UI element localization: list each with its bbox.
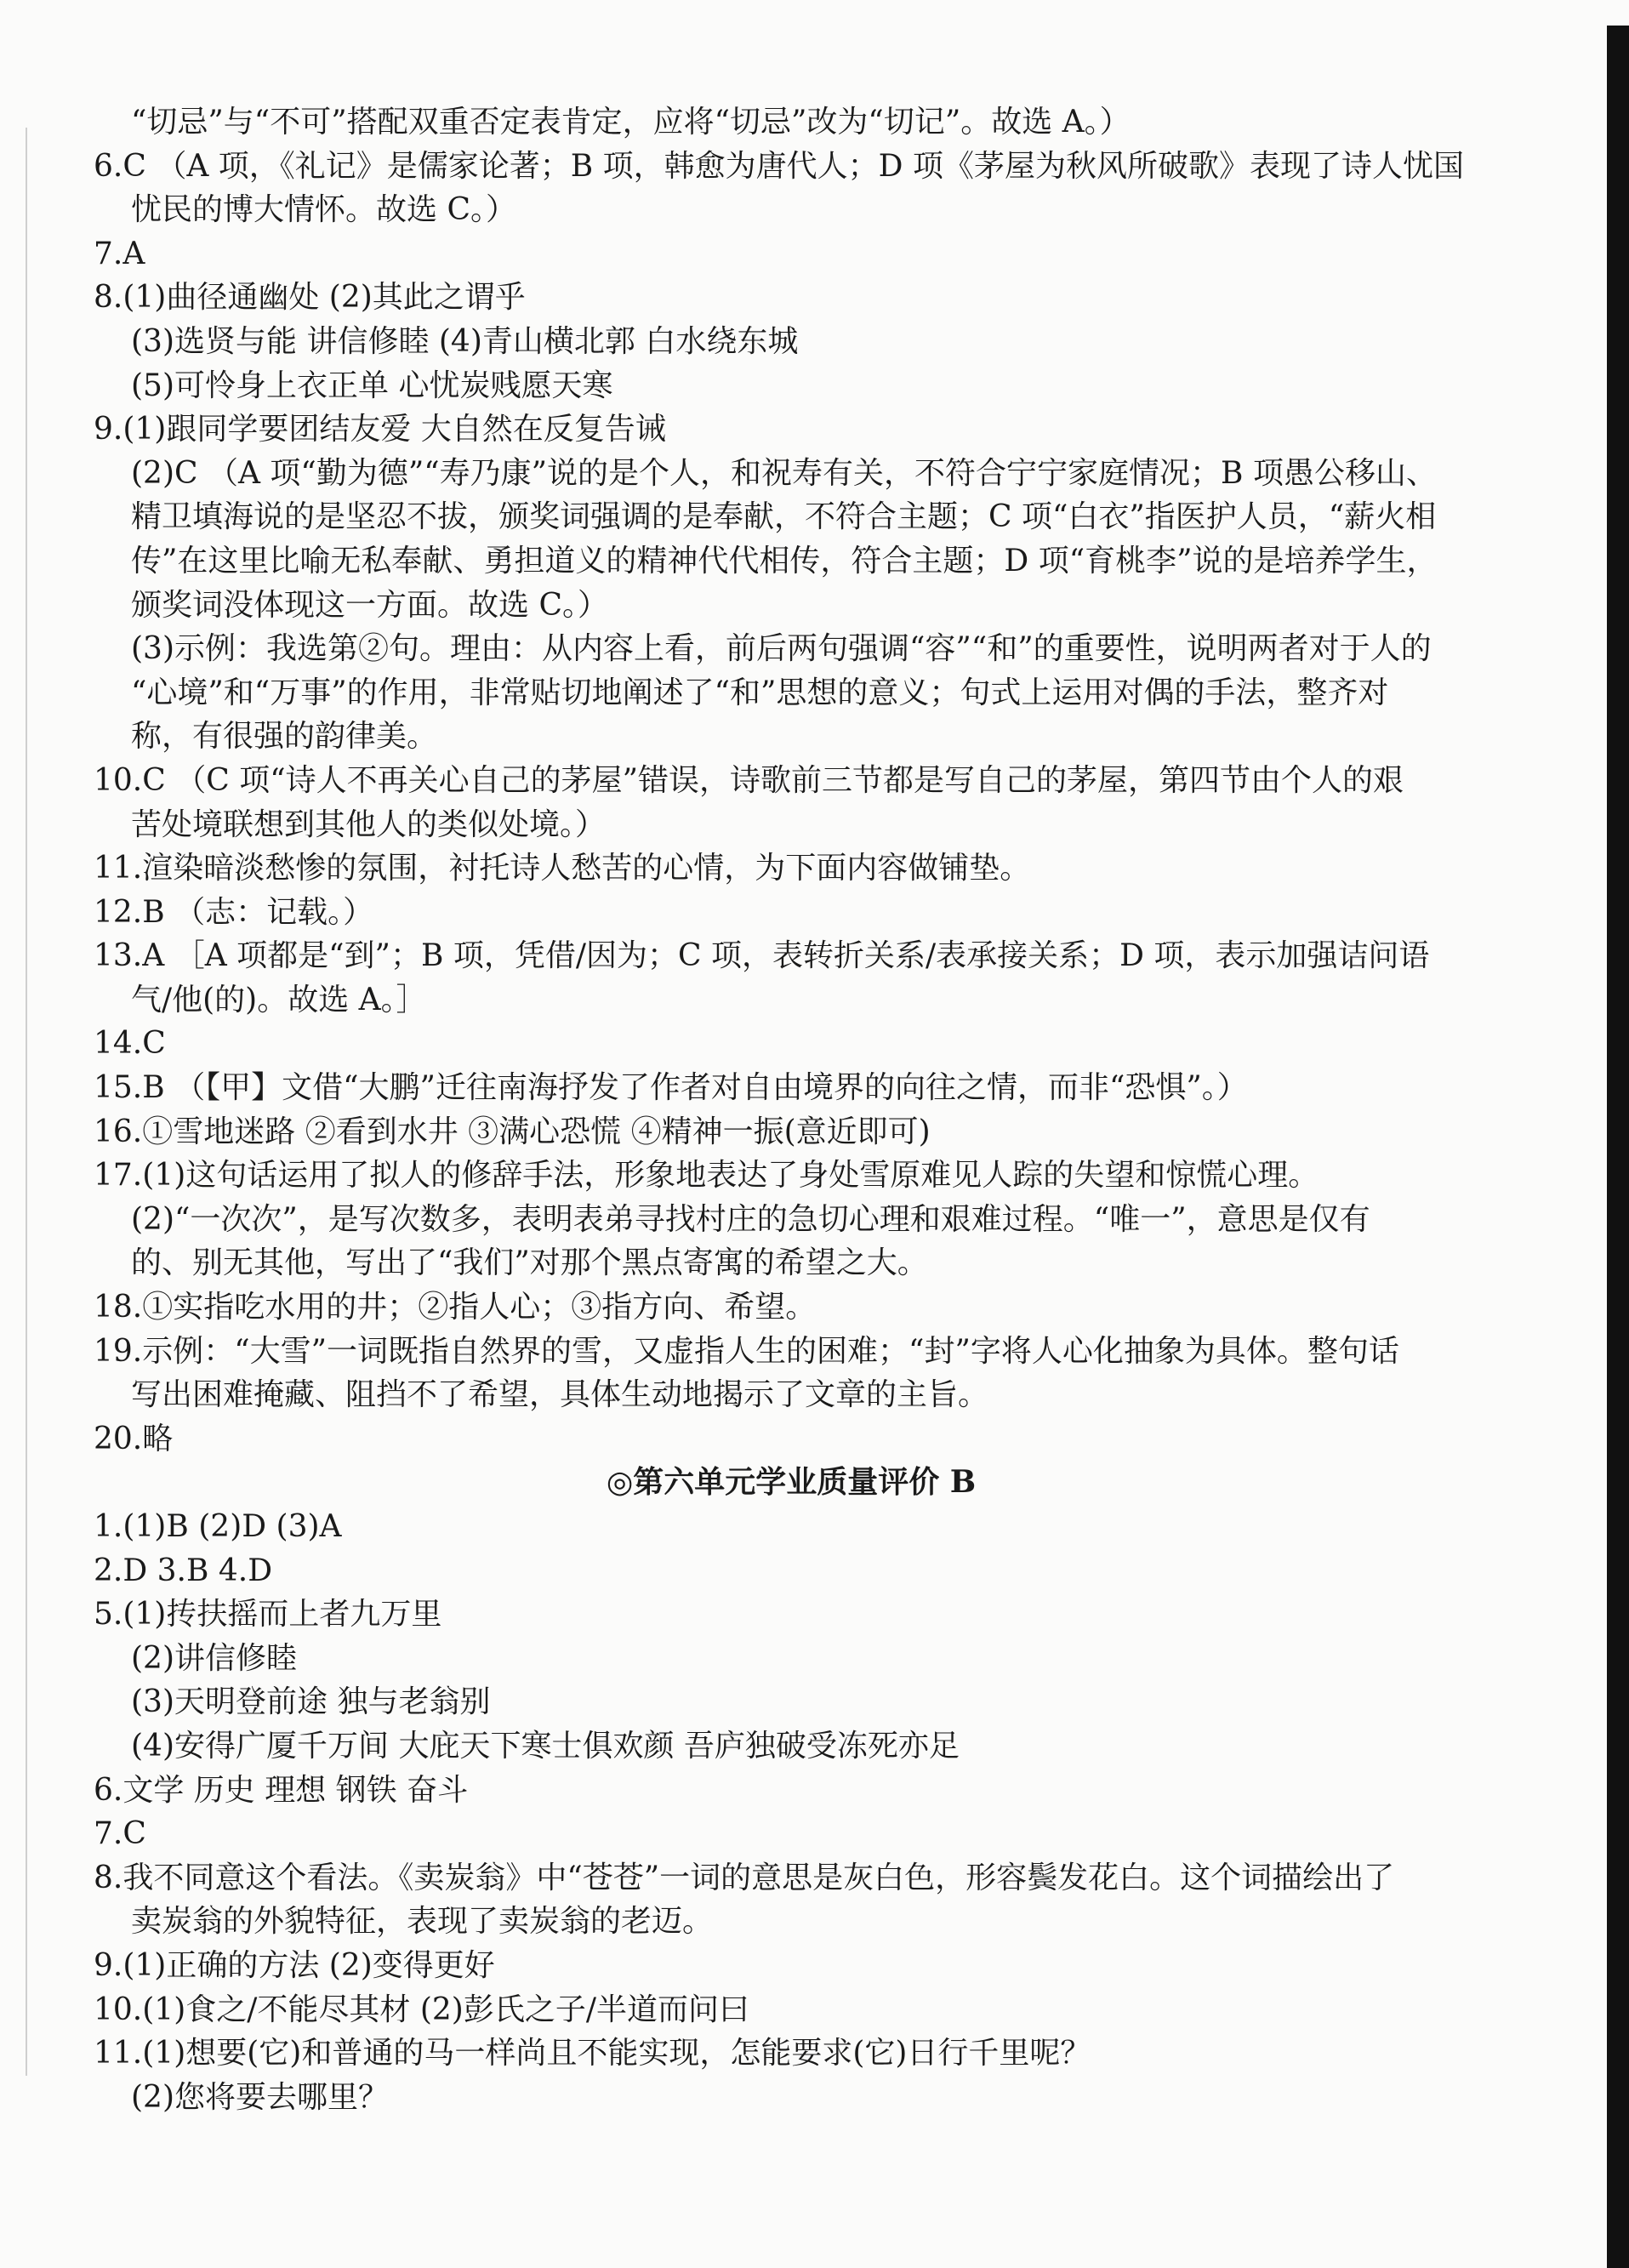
text-line: (3)天明登前途 独与老翁别	[131, 1684, 491, 1720]
text-line: 19.示例：“大雪”一词既指自然界的雪，又虚指人生的困难；“封”字将人心化抽象为具体。整句话	[94, 1333, 1399, 1369]
section-heading: ◎第六单元学业质量评价 B	[606, 1464, 977, 1501]
text-line: 2.D 3.B 4.D	[94, 1553, 273, 1588]
text-line: 17.(1)这句话运用了拟人的修辞手法，形象地表达了身处雪原难见人踪的失望和惊慌心理。	[94, 1158, 1319, 1194]
text-line: 6.C （A 项，《礼记》是儒家论著；B 项，韩愈为唐代人；D 项《茅屋为秋风所破歌》表现了诗人忧国	[94, 148, 1464, 184]
text-line: 颁奖词没体现这一方面。故选 C。）	[131, 587, 608, 623]
text-line: 7.C	[94, 1816, 146, 1852]
text-line: “心境”和“万事”的作用，非常贴切地阐述了“和”思想的意义；句式上运用对偶的手法，整齐对	[131, 675, 1389, 710]
text-line: 写出困难掩藏、阻挡不了希望，具体生动地揭示了文章的主旨。	[131, 1377, 989, 1413]
text-line: 15.B （【甲】文借“大鹏”迁往南海抒发了作者对自由境界的向往之情，而非“恐惧”。）	[94, 1070, 1248, 1106]
text-line: 5.(1)抟扶摇而上者九万里	[94, 1597, 442, 1633]
text-line: 6.文学 历史 理想 钢铁 奋斗	[94, 1772, 469, 1808]
text-line: 14.C	[94, 1026, 166, 1062]
text-line: (2)讲信修睦	[131, 1640, 297, 1676]
text-line: 称，有很强的韵律美。	[131, 719, 438, 755]
text-line: 11.渲染暗淡愁惨的氛围，衬托诗人愁苦的心情，为下面内容做铺垫。	[94, 851, 1031, 886]
text-line: “切忌”与“不可”搭配双重否定表肯定，应将“切忌”改为“切记”。故选 A。）	[131, 105, 1131, 140]
text-line: 12.B （志：记载。）	[94, 894, 374, 930]
text-line: 的、别无其他，写出了“我们”对那个黑点寄寓的希望之大。	[131, 1245, 928, 1281]
text-line: 气/他(的)。故选 A。］	[131, 982, 427, 1017]
text-line: 精卫填海说的是坚忍不拔，颁奖词强调的是奉献，不符合主题；C 项“白衣”指医护人员，“薪火相	[131, 499, 1437, 535]
text-line: 7.A	[94, 236, 145, 271]
text-line: (2)C （A 项“勤为德”“寿乃康”说的是个人，和祝寿有关，不符合宁宁家庭情况；B 项愚公移山、	[131, 455, 1437, 491]
text-line: 忧民的博大情怀。故选 C。）	[131, 192, 516, 228]
text-line: (3)选贤与能 讲信修睦 (4)青山横北郭 白水绕东城	[131, 323, 799, 359]
text-line: 11.(1)想要(它)和普通的马一样尚且不能实现，怎能要求(它)日行千里呢？	[94, 2036, 1091, 2071]
answer-text	[94, 100, 1464, 2119]
text-line: 8.(1)曲径通幽处 (2)其此之谓乎	[94, 280, 526, 316]
text-line: (2)您将要去哪里？	[131, 2079, 389, 2115]
text-line: (5)可怜身上衣正单 心忧炭贱愿天寒	[131, 368, 613, 403]
text-line: 苦处境联想到其他人的类似处境。）	[131, 806, 607, 842]
text-line: 18.①实指吃水用的井；②指人心；③指方向、希望。	[94, 1290, 817, 1325]
text-line: (2)“一次次”，是写次数多，表明表弟寻找村庄的急切心理和艰难过程。“唯一”，意思是仅有	[131, 1201, 1370, 1237]
page-edge-rule	[26, 128, 27, 2076]
text-line: (3)示例：我选第②句。理由：从内容上看，前后两句强调“容”“和”的重要性，说明两者对于人的	[131, 631, 1432, 667]
text-line: 1.(1)B (2)D (3)A	[94, 1509, 342, 1544]
text-line: (4)安得广厦千万间 大庇天下寒士俱欢颜 吾庐独破受冻死亦足	[131, 1728, 960, 1764]
text-line: 16.①雪地迷路 ②看到水井 ③满心恐慌 ④精神一振(意近即可)	[94, 1114, 931, 1149]
text-line: 卖炭翁的外貌特征，表现了卖炭翁的老迈。	[131, 1904, 714, 1940]
text-line: 13.A ［A 项都是“到”；B 项，凭借/因为；C 项，表转折关系/表承接关系；D 项，表示加强诘问语	[94, 938, 1430, 974]
text-line: 9.(1)跟同学要团结友爱 大自然在反复告诫	[94, 412, 666, 447]
text-line: 9.(1)正确的方法 (2)变得更好	[94, 1947, 495, 1983]
text-line: 20.略	[94, 1421, 174, 1456]
text-line: 8.我不同意这个看法。《卖炭翁》中“苍苍”一词的意思是灰白色，形容鬓发花白。这个词描绘出了	[94, 1860, 1395, 1895]
text-line: 10.C （C 项“诗人不再关心自己的茅屋”错误，诗歌前三节都是写自己的茅屋，第四节由个人的艰	[94, 762, 1404, 798]
text-line: 传”在这里比喻无私奉献、勇担道义的精神代代相传，符合主题；D 项“育桃李”说的是培养学生，	[131, 543, 1438, 578]
text-line: 10.(1)食之/不能尽其材 (2)彭氏之子/半道而问曰	[94, 1992, 749, 2027]
scan-border	[1607, 26, 1629, 2268]
